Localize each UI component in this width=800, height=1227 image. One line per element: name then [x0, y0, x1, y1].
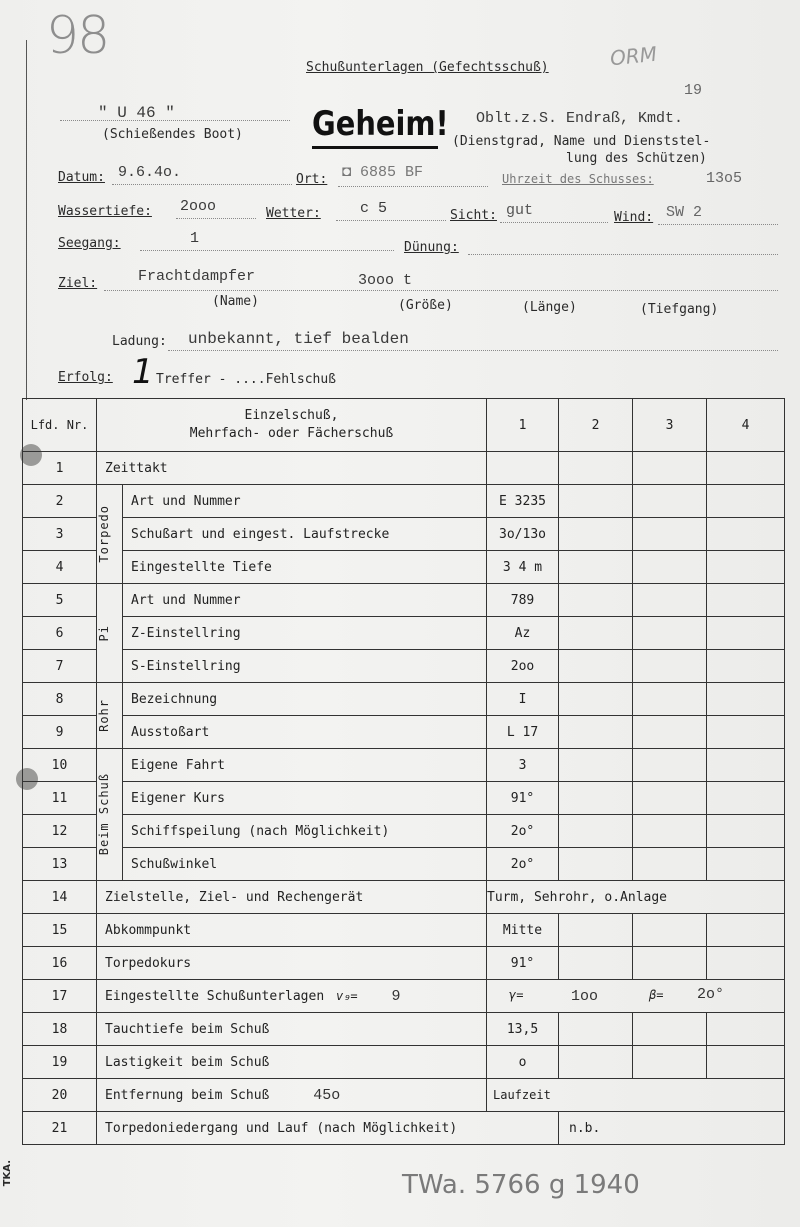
side-mark: TKA. — [2, 1160, 13, 1187]
row-nr: 10 — [23, 749, 97, 782]
table-row — [23, 782, 785, 815]
row-nr: 2 — [23, 485, 97, 518]
empty-cell — [559, 485, 633, 518]
vg-symbol: v₉= — [335, 988, 358, 1003]
seegang-dots — [140, 250, 394, 251]
ladung-value: unbekannt, tief bealden — [188, 330, 409, 348]
ziel-dots — [104, 290, 778, 291]
datum-dots — [112, 184, 292, 185]
empty-cell — [633, 584, 707, 617]
empty-cell — [633, 683, 707, 716]
empty-cell — [707, 551, 785, 584]
empty-cell — [633, 650, 707, 683]
empty-cell — [633, 518, 707, 551]
row-nr: 14 — [23, 881, 97, 914]
secret-stamp: Geheim! — [312, 104, 449, 144]
row-value: 2o° — [487, 848, 559, 881]
row-label: Zielstelle, Ziel- und Rechengerät — [97, 881, 487, 914]
erfolg-label: Erfolg: — [58, 370, 113, 385]
wassertiefe-label: Wassertiefe: — [58, 204, 152, 219]
boat-caption: (Schießendes Boot) — [102, 127, 243, 142]
vg-value: 9 — [391, 987, 401, 1005]
row-label: Entfernung beim Schuß — [105, 1087, 270, 1103]
empty-cell — [707, 452, 785, 485]
table-row — [23, 1013, 785, 1046]
empty-cell — [633, 749, 707, 782]
row-label: Ausstoßart — [123, 716, 487, 749]
empty-cell — [633, 848, 707, 881]
stamp-underline — [312, 146, 438, 149]
table-row — [23, 617, 785, 650]
empty-cell — [633, 815, 707, 848]
wetter-label: Wetter: — [266, 206, 321, 221]
empty-cell — [707, 518, 785, 551]
table-row — [23, 584, 785, 617]
empty-cell — [559, 914, 633, 947]
year-prefix: 19 — [684, 82, 703, 99]
empty-cell — [633, 914, 707, 947]
table-row — [23, 551, 785, 584]
table-row — [23, 881, 785, 914]
empty-cell — [707, 683, 785, 716]
commander-caption-2: lung des Schützen) — [566, 151, 707, 166]
table-row — [23, 1112, 785, 1145]
ladung-label: Ladung: — [112, 334, 167, 349]
row-nr: 6 — [23, 617, 97, 650]
group-beim-schuss-label: Beim Schuß — [97, 773, 111, 856]
sicht-label: Sicht: — [450, 208, 497, 223]
row-value: n.b. — [559, 1112, 785, 1145]
row-value: Mitte — [487, 914, 559, 947]
row-label: Abkommpunkt — [97, 914, 487, 947]
wind-value: SW 2 — [666, 204, 703, 221]
distance-value: 45o — [313, 1086, 341, 1104]
seegang-label: Seegang: — [58, 236, 121, 251]
caption-laenge: (Länge) — [522, 300, 577, 315]
empty-cell — [633, 485, 707, 518]
header-description — [97, 399, 487, 452]
uhrzeit-label: Uhrzeit des Schusses: — [502, 172, 654, 186]
row-value: Turm, Sehrohr, o.Anlage — [487, 881, 785, 914]
duenung-dots — [468, 254, 778, 255]
empty-cell — [559, 551, 633, 584]
row-value: 3o/13o — [487, 518, 559, 551]
uhrzeit-value: 13o5 — [706, 170, 743, 187]
table-row — [23, 749, 785, 782]
row-label: S-Einstellring — [123, 650, 487, 683]
group-torpedo — [97, 485, 123, 584]
erfolg-text: Treffer - ....Fehlschuß — [156, 372, 337, 387]
empty-cell — [707, 1046, 785, 1079]
row-value: 789 — [487, 584, 559, 617]
row-nr: 16 — [23, 947, 97, 980]
ladung-dots — [168, 350, 778, 351]
row-nr: 11 — [23, 782, 97, 815]
laufzeit-label: Laufzeit — [493, 1087, 551, 1102]
group-beim-schuss — [97, 749, 123, 881]
empty-cell — [633, 947, 707, 980]
ziel-name: Frachtdampfer — [138, 268, 256, 285]
boat-name: " U 46 " — [98, 104, 175, 122]
row-label: Eingestellte Schußunterlagen — [105, 988, 325, 1004]
table-row — [23, 485, 785, 518]
row-value: 3 4 m — [487, 551, 559, 584]
page-number: 98 — [46, 6, 109, 66]
empty-cell — [559, 947, 633, 980]
header-col-1: 1 — [487, 399, 559, 452]
empty-cell — [707, 749, 785, 782]
table-row — [23, 683, 785, 716]
table-header-row — [23, 399, 785, 452]
header-lfd-nr — [23, 399, 97, 452]
empty-cell — [707, 848, 785, 881]
row-nr: 4 — [23, 551, 97, 584]
row-label: Z-Einstellring — [123, 617, 487, 650]
datum-value: 9.6.4o. — [118, 164, 182, 181]
table-row — [23, 1046, 785, 1079]
header-lfd-nr-text: Lfd. Nr. — [30, 417, 89, 432]
ort-value: ◘ 6885 BF — [342, 164, 424, 181]
empty-cell — [559, 518, 633, 551]
caption-tiefgang: (Tiefgang) — [640, 302, 719, 317]
row-nr: 5 — [23, 584, 97, 617]
group-rohr-label: Rohr — [97, 699, 111, 732]
row-value: Az — [487, 617, 559, 650]
row-value: E 3235 — [487, 485, 559, 518]
row-label: Eingestellte Tiefe — [123, 551, 487, 584]
empty-cell — [559, 749, 633, 782]
empty-cell — [707, 650, 785, 683]
row-label: Schußart und eingest. Laufstrecke — [123, 518, 487, 551]
header-desc-line-1: Einzelschuß, — [244, 408, 339, 423]
header-desc-line-2: Mehrfach- oder Fächerschuß — [189, 426, 394, 441]
row-nr: 7 — [23, 650, 97, 683]
form-title: Schußunterlagen (Gefechtsschuß) — [306, 60, 549, 75]
row-nr: 18 — [23, 1013, 97, 1046]
row-nr: 13 — [23, 848, 97, 881]
row-17-values — [487, 980, 785, 1013]
header-col-3: 3 — [633, 399, 707, 452]
row-nr: 12 — [23, 815, 97, 848]
boat-dots — [60, 120, 290, 121]
empty-cell — [559, 1046, 633, 1079]
empty-cell — [633, 782, 707, 815]
seegang-value: 1 — [190, 230, 200, 247]
sicht-value: gut — [506, 202, 534, 219]
row-label: Tauchtiefe beim Schuß — [97, 1013, 487, 1046]
row-value — [487, 452, 559, 485]
row-label: Art und Nummer — [123, 584, 487, 617]
row-nr: 1 — [23, 452, 97, 485]
row-nr: 3 — [23, 518, 97, 551]
table-row — [23, 1079, 785, 1112]
empty-cell — [707, 1013, 785, 1046]
header-col-2: 2 — [559, 399, 633, 452]
row-label-with-distance — [97, 1079, 487, 1112]
row-value: 13,5 — [487, 1013, 559, 1046]
table-row — [23, 815, 785, 848]
row-value: 2o° — [487, 815, 559, 848]
row-nr: 20 — [23, 1079, 97, 1112]
duenung-label: Dünung: — [404, 240, 459, 255]
empty-cell — [559, 683, 633, 716]
empty-cell — [707, 617, 785, 650]
beta-symbol: β= — [649, 988, 664, 1002]
commander-caption-1: (Dienstgrad, Name und Dienststel- — [452, 134, 711, 149]
row-nr: 19 — [23, 1046, 97, 1079]
row-label: Zeittakt — [97, 452, 487, 485]
row-label: Torpedokurs — [97, 947, 487, 980]
empty-cell — [559, 452, 633, 485]
row-label: Bezeichnung — [123, 683, 487, 716]
row-value: I — [487, 683, 559, 716]
group-pi-label: Pi — [97, 624, 111, 642]
group-rohr — [97, 683, 123, 749]
title-initials: ORM — [608, 41, 659, 71]
row-value: 91° — [487, 947, 559, 980]
archive-stamp: TWa. 5766 g 1940 — [402, 1170, 640, 1200]
table-row — [23, 947, 785, 980]
group-pi — [97, 584, 123, 683]
row-value: 3 — [487, 749, 559, 782]
row-nr: 15 — [23, 914, 97, 947]
row-value: 2oo — [487, 650, 559, 683]
empty-cell — [707, 914, 785, 947]
ort-label: Ort: — [296, 172, 328, 187]
empty-cell — [559, 650, 633, 683]
gamma-value: 1oo — [571, 988, 599, 1005]
row-nr: 8 — [23, 683, 97, 716]
empty-cell — [633, 551, 707, 584]
table-row — [23, 518, 785, 551]
sicht-dots — [500, 222, 608, 223]
empty-cell — [633, 716, 707, 749]
caption-groesse: (Größe) — [398, 298, 453, 313]
wind-label: Wind: — [614, 210, 654, 225]
table-row — [23, 716, 785, 749]
empty-cell — [707, 584, 785, 617]
row-label: Art und Nummer — [123, 485, 487, 518]
empty-cell — [559, 584, 633, 617]
ziel-label: Ziel: — [58, 276, 98, 291]
caption-name: (Name) — [212, 294, 259, 309]
empty-cell — [707, 716, 785, 749]
empty-cell — [633, 1013, 707, 1046]
empty-cell — [633, 617, 707, 650]
row-value: 91° — [487, 782, 559, 815]
table-row — [23, 848, 785, 881]
row-label-with-vg — [97, 980, 487, 1013]
wassertiefe-value: 2ooo — [180, 198, 217, 215]
beta-value: 2o° — [697, 986, 725, 1003]
row-nr: 9 — [23, 716, 97, 749]
empty-cell — [559, 848, 633, 881]
empty-cell — [559, 782, 633, 815]
empty-cell — [559, 617, 633, 650]
table-row — [23, 452, 785, 485]
row-label: Eigener Kurs — [123, 782, 487, 815]
empty-cell — [633, 1046, 707, 1079]
table-row — [23, 914, 785, 947]
datum-label: Datum: — [58, 170, 105, 185]
wind-dots — [658, 224, 778, 225]
empty-cell — [707, 485, 785, 518]
empty-cell — [707, 782, 785, 815]
row-label: Schußwinkel — [123, 848, 487, 881]
empty-cell — [559, 716, 633, 749]
table-row — [23, 980, 785, 1013]
shot-data-table — [22, 398, 785, 1145]
laufzeit-cell — [487, 1079, 785, 1112]
row-label: Torpedoniedergang und Lauf (nach Möglichkeit) — [97, 1112, 559, 1145]
erfolg-hits: 1 — [132, 352, 154, 392]
wetter-value: c 5 — [360, 200, 388, 217]
gamma-symbol: γ= — [509, 988, 524, 1002]
wassertiefe-dots — [176, 218, 256, 219]
empty-cell — [707, 947, 785, 980]
empty-cell — [633, 452, 707, 485]
header-col-4: 4 — [707, 399, 785, 452]
empty-cell — [559, 815, 633, 848]
row-nr: 21 — [23, 1112, 97, 1145]
table-row — [23, 650, 785, 683]
wetter-dots — [336, 220, 446, 221]
row-value: L 17 — [487, 716, 559, 749]
row-label: Schiffspeilung (nach Möglichkeit) — [123, 815, 487, 848]
row-value: o — [487, 1046, 559, 1079]
row-label: Eigene Fahrt — [123, 749, 487, 782]
group-torpedo-label: Torpedo — [97, 505, 111, 563]
empty-cell — [559, 1013, 633, 1046]
ort-dots — [338, 186, 488, 187]
commander-name: Oblt.z.S. Endraß, Kmdt. — [476, 110, 684, 127]
empty-cell — [707, 815, 785, 848]
row-nr: 17 — [23, 980, 97, 1013]
binding-line — [26, 40, 27, 400]
row-label: Lastigkeit beim Schuß — [97, 1046, 487, 1079]
ziel-groesse: 3ooo t — [358, 272, 413, 289]
